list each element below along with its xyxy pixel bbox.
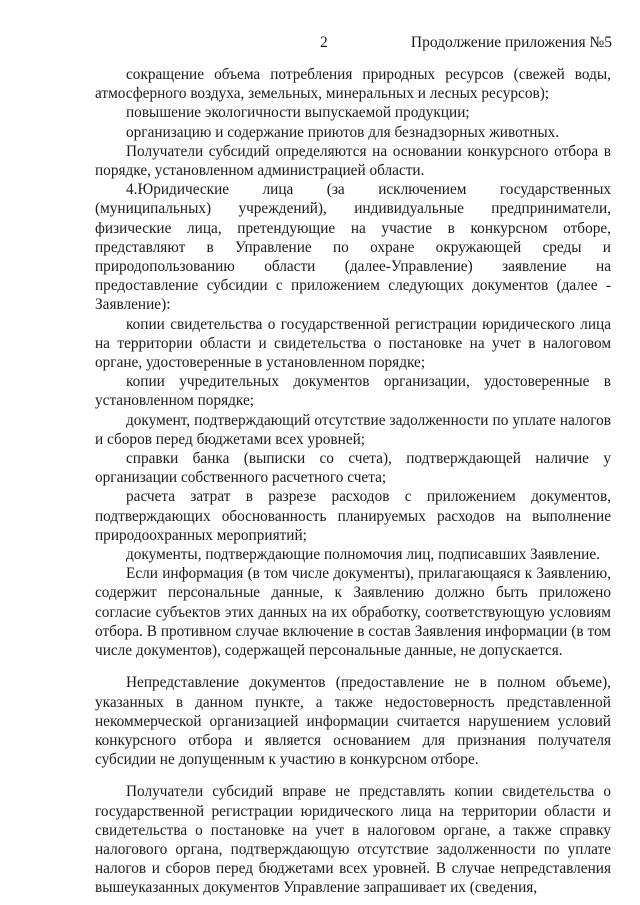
paragraph-resource-consumption: сокращение объема потребления природных ресурсов (свежей воды, атмосферного воздуха, земельных, минеральных и лесных ресурсов); bbox=[95, 66, 611, 103]
document-body bbox=[95, 65, 611, 898]
paragraph-registration-copies: копии свидетельства о государственной регистрации юридического лица на территории области и свидетельства о постановке на учет в налоговом органе, удостоверенные в установленном порядке; bbox=[95, 315, 611, 372]
paragraph-animal-shelters: организацию и содержание приютов для безнадзорных животных. bbox=[126, 123, 560, 141]
paragraph-item-4: 4.Юридические лица (за исключением государственных (муниципальных) учреждений), индивидуальные предприниматели, физические лица, претендующие на участие в конкурсном отборе, представляют в Управление по охране окружающей среды и природопользованию области (далее-Управление) заявление на предоставление субсидии с приложением следующих документов (далее - Заявление): bbox=[95, 181, 611, 314]
paragraph-founding-documents: копии учредительных документов организации, удостоверенные в установленном порядке; bbox=[95, 373, 611, 410]
paragraph-personal-data: Если информация (в том числе документы), прилагающаяся к Заявлению, содержит персональные данные, к Заявлению должно быть приложено согласие субъектов этих данных на их обработку, соответствующую условиям отбора. В противном случае включение в состав Заявления информации (в том числе документов), содержащей персональные данные, не допускается. bbox=[95, 565, 611, 660]
paragraph-subsidy-recipients: Получатели субсидий определяются на основании конкурсного отбора в порядке, установленном администрацией области. bbox=[95, 142, 611, 180]
paragraph-no-debt-document: документ, подтверждающий отсутствие задолженности по уплате налогов и сборов перед бюджетами всех уровней; bbox=[95, 411, 611, 448]
page-number: 2 bbox=[320, 34, 328, 51]
paragraph-right-not-to-submit: Получатели субсидий вправе не представлять копии свидетельства о государственной регистрации юридического лица на территории области и свидетельства о постановке на учет в налоговом органе, а также справку налогового органа, подтверждающую отсутствие задолженности по уплате налогов и сборов перед бюджетами всех уровней. В случае непредставления вышеуказанных документов Управление запрашивает их (сведения, bbox=[95, 783, 611, 897]
paragraph-eco-products: повышение экологичности выпускаемой продукции; bbox=[126, 104, 470, 122]
paragraph-bank-statement: справки банка (выписки со счета), подтверждающей наличие у организации собственного расчетного счета; bbox=[95, 450, 611, 487]
paragraph-cost-calculation: расчета затрат в разрезе расходов с приложением документов, подтверждающих обоснованность планируемых расходов на выполнение природоохранных мероприятий; bbox=[95, 488, 611, 544]
paragraph-non-submission: Непредставление документов (предоставление не в полном объеме), указанных в данном пункте, а также недостоверность представленной некоммерческой организацией информации считается нарушением условий конкурсного отбора и является основанием для признания получателя субсидии не допущенным к участию в конкурсном отборе. bbox=[95, 674, 611, 769]
appendix-continuation-label: Продолжение приложения №5 bbox=[410, 34, 612, 51]
page-header bbox=[0, 34, 640, 54]
paragraph-authority-documents: документы, подтверждающие полномочия лиц, подписавших Заявление. bbox=[126, 546, 600, 564]
